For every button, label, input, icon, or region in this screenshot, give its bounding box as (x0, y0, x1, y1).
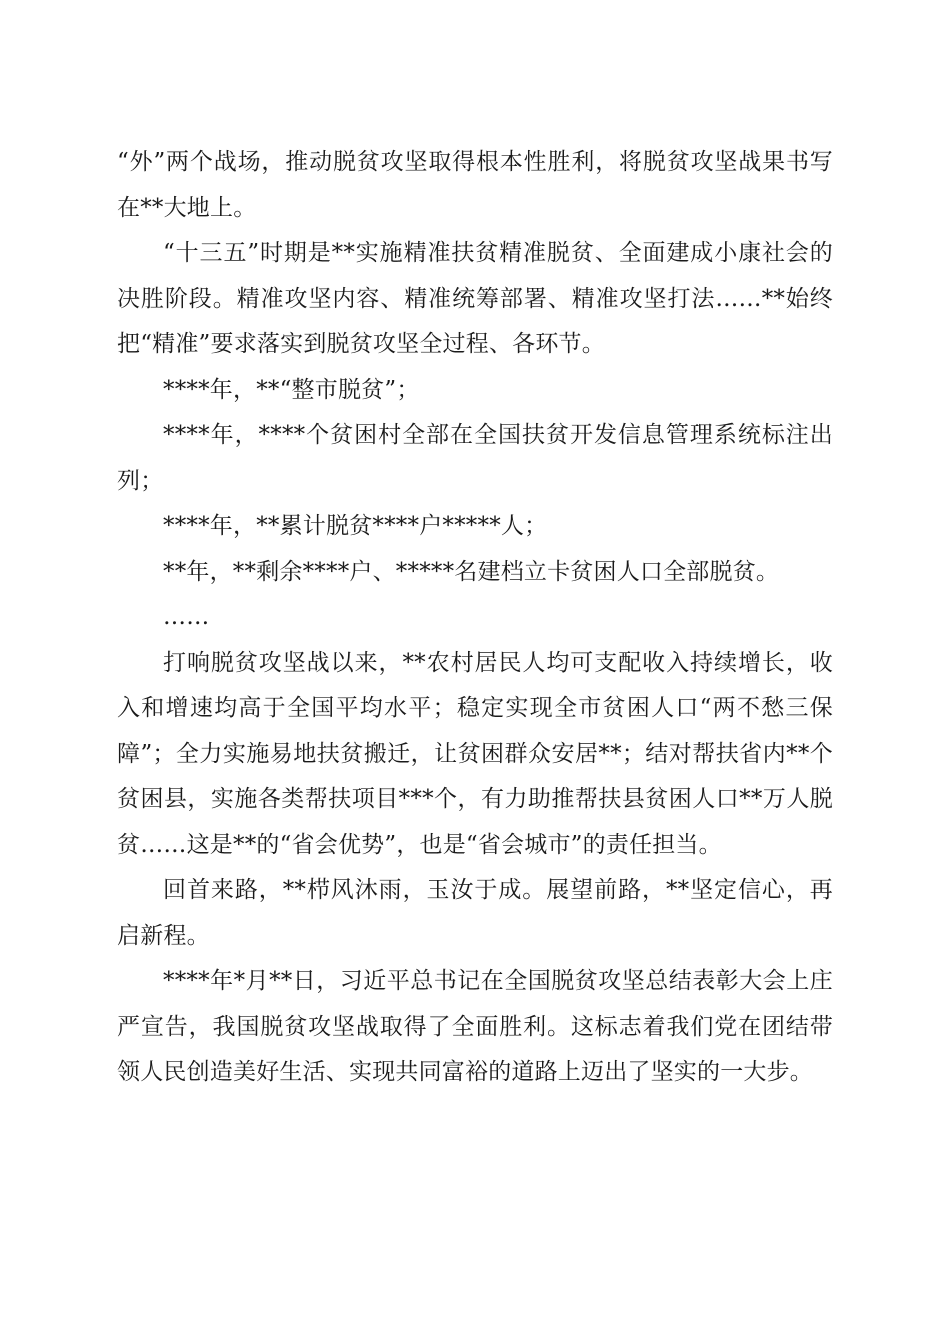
paragraph-cumulative-exit: ****年，**累计脱贫****户*****人； (163, 513, 548, 539)
paragraph-villages-delisted: ****年，****个贫困村全部在全国扶贫开发信息管理系统标注出列； (117, 422, 833, 494)
paragraph-continuation: “外”两个战场，推动脱贫攻坚取得根本性胜利，将脱贫攻坚战果书写在**大地上。 (117, 149, 833, 221)
paragraph-thirteenth-five-year: “十三五”时期是**实施精准扶贫精准脱贫、全面建成小康社会的决胜阶段。精准攻坚内容、精准统筹部署、精准攻坚打法……**始终把“精准”要求落实到脱贫攻坚全过程、各环节。 (117, 240, 833, 357)
paragraph-achievements: 打响脱贫攻坚战以来，**农村居民人均可支配收入持续增长，收入和增速均高于全国平均水平；稳定实现全市贫困人口“两不愁三保障”；全力实施易地扶贫搬迁，让贫困群众安居**；结对帮扶省内**个贫困县，实施各类帮扶项目***个，有力助推帮扶县贫困人口**万人脱贫……这是**的“省会优势”，也是“省会城市”的责任担当。 (117, 649, 833, 858)
paragraph-announcement: ****年*月**日，习近平总书记在全国脱贫攻坚总结表彰大会上庄严宣告，我国脱贫攻坚战取得了全面胜利。这标志着我们党在团结带领人民创造美好生活、实现共同富裕的道路上迈出了坚实的一大步。 (117, 968, 833, 1085)
paragraph-ellipsis: …… (163, 604, 210, 630)
document-body (117, 140, 833, 1096)
paragraph-remaining-exit: **年，**剩余****户、*****名建档立卡贫困人口全部脱贫。 (163, 558, 780, 585)
paragraph-city-poverty-exit: ****年，**“整市脱贫”； (163, 376, 420, 403)
paragraph-looking-back: 回首来路，**栉风沐雨，玉汝于成。展望前路，**坚定信心，再启新程。 (117, 877, 833, 949)
